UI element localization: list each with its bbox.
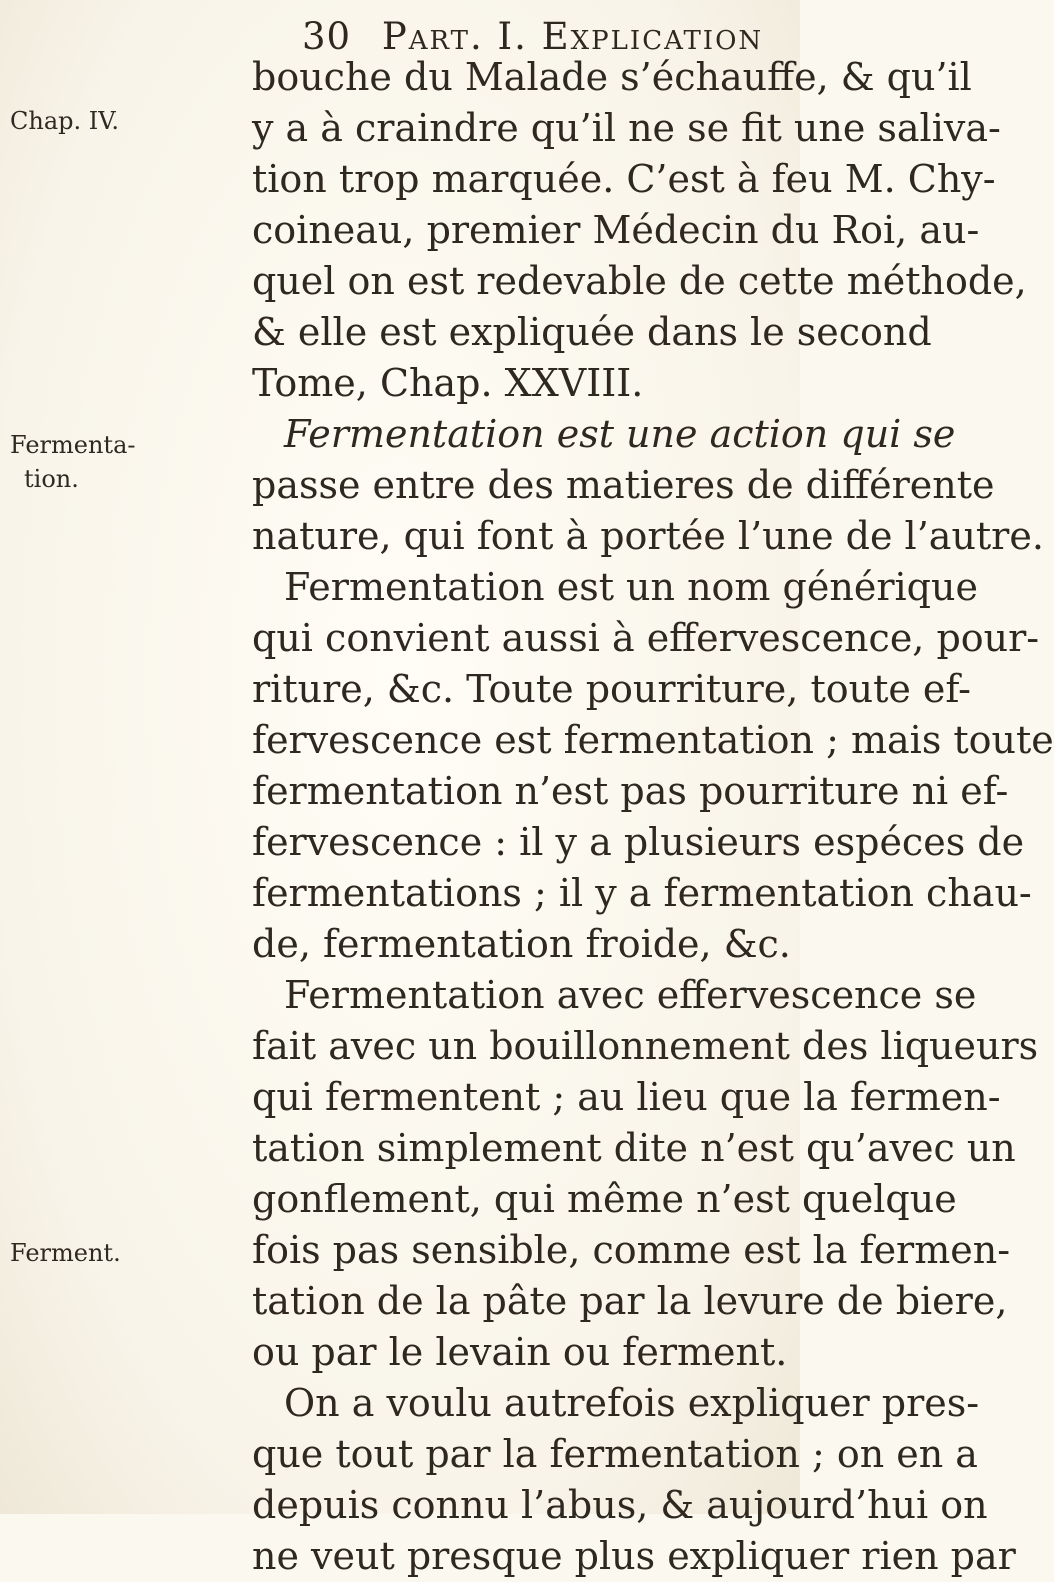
text-line-28: que tout par la fermentation ; on en a [252, 1432, 978, 1476]
text-line-3: tion trop marquée. C’est à feu M. Chy- [252, 157, 996, 201]
text-line-18: de, fermentation froide, &c. [252, 922, 791, 966]
text-line-11: Fermentation est un nom générique [284, 565, 978, 609]
text-line-15: fermentation n’est pas pourriture ni ef- [252, 769, 1009, 813]
text-line-2: y a à craindre qu’il ne se fit une saliva- [252, 106, 1001, 150]
text-line-13: riture, &c. Toute pourriture, toute ef- [252, 667, 971, 711]
page-header [302, 15, 781, 58]
text-line-29: depuis connu l’abus, & aujourd’hui on [252, 1483, 988, 1527]
running-title: Part. I. Explication [381, 15, 764, 58]
text-line-26: ou par le levain ou ferment. [252, 1330, 788, 1374]
ferment-margin-note: Ferment. [10, 1239, 121, 1267]
text-line-21: qui fermentent ; au lieu que la fermen- [252, 1075, 1001, 1119]
text-line-10: nature, qui font à portée l’une de l’autre. [252, 514, 1044, 558]
text-line-17: fermentations ; il y a fermentation chau- [252, 871, 1032, 915]
chapter-margin-note: Chap. IV. [10, 107, 119, 135]
text-line-5: quel on est redevable de cette méthode, [252, 259, 1027, 303]
text-line-20: fait avec un bouillonnement des liqueurs [252, 1024, 1039, 1068]
text-line-14: fervescence est fermentation ; mais toute [252, 718, 1054, 762]
text-line-27: On a voulu autrefois expliquer pres- [284, 1381, 980, 1425]
text-line-8: Fermentation est une action qui se [284, 412, 956, 456]
text-line-24: fois pas sensible, comme est la fermen- [252, 1228, 1011, 1272]
text-line-7: Tome, Chap. XXVIII. [252, 361, 644, 405]
text-line-1: bouche du Malade s’échauffe, & qu’il [252, 55, 972, 99]
fermentation-margin-note-bottom: tion. [24, 465, 79, 493]
text-line-12: qui convient aussi à effervescence, pour- [252, 616, 1040, 660]
text-line-9: passe entre des matieres de différente [252, 463, 995, 507]
text-line-4: coineau, premier Médecin du Roi, au- [252, 208, 980, 252]
text-line-16: fervescence : il y a plusieurs espéces de [252, 820, 1025, 864]
fermentation-margin-note-top: Fermenta- [10, 431, 136, 459]
text-line-6: & elle est expliquée dans le second [252, 310, 932, 354]
text-line-25: tation de la pâte par la levure de biere, [252, 1279, 1008, 1323]
page-number: 30 [302, 15, 352, 58]
text-line-23: gonflement, qui même n’est quelque [252, 1177, 957, 1221]
main-text [252, 52, 1054, 1582]
text-line-30: ne veut presque plus expliquer rien par [252, 1534, 1016, 1578]
text-line-19: Fermentation avec effervescence se [284, 973, 977, 1017]
text-line-22: tation simplement dite n’est qu’avec un [252, 1126, 1016, 1170]
